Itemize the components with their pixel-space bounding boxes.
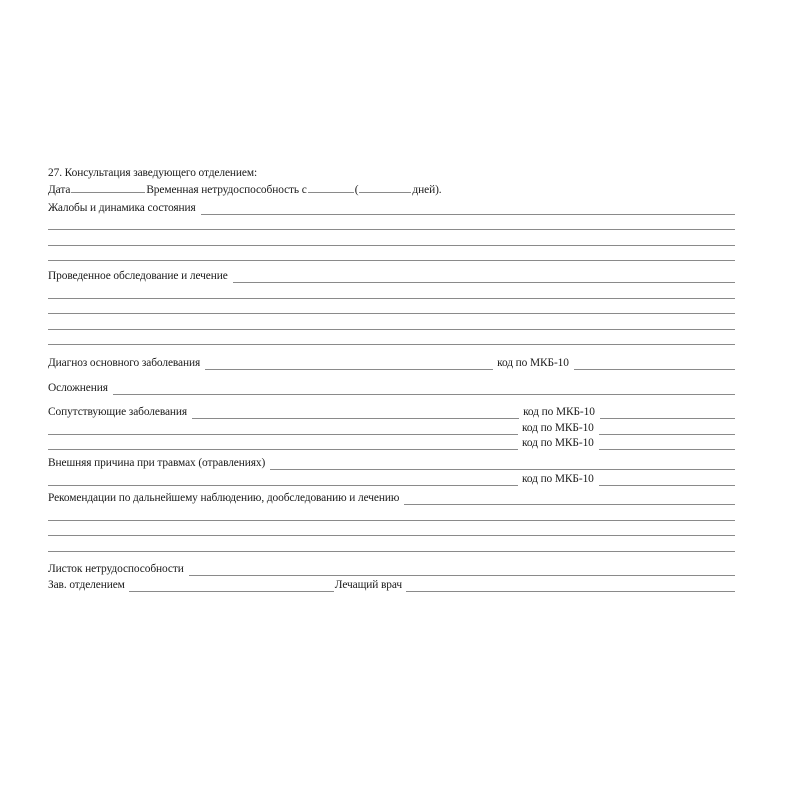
main-diagnosis-label: Диагноз основного заболевания [48,356,201,369]
examination-blank-line [48,330,735,346]
recommendations-field-line[interactable] [48,540,735,552]
main-diagnosis-row [48,354,735,370]
concomitant-icd-label: код по МКБ-10 [523,406,595,419]
complaints-blank-line [48,230,735,246]
external-cause-icd-row [48,470,735,486]
examination-label: Проведенное обследование и лечение [48,269,228,282]
concomitant-diseases-field[interactable] [48,423,518,435]
external-cause-icd-field[interactable] [599,474,735,486]
recommendations-field-line[interactable] [48,509,735,521]
date-line [48,181,735,198]
head-of-department-field[interactable] [129,580,334,592]
external-cause-label: Внешняя причина при травмах (отравлениях) [48,456,266,469]
concomitant-diseases-row [48,435,735,451]
external-cause-field-line[interactable] [48,474,518,486]
section-gap [48,370,735,379]
concomitant-diseases-row [48,404,735,420]
concomitant-icd-field[interactable] [599,423,735,435]
complaints-label: Жалобы и динамика состояния [48,201,196,214]
section-gap [48,345,735,354]
examination-blank-line [48,314,735,330]
complaints-field[interactable] [201,203,735,215]
attending-doctor-label: Лечащий врач [334,579,402,592]
complaints-field-line[interactable] [48,218,735,230]
signature-row [48,576,735,592]
external-cause-field[interactable] [270,458,735,470]
temp-disability-label: Временная нетрудоспособность с [146,184,307,196]
concomitant-diseases-field[interactable] [48,438,518,450]
complaints-row [48,199,735,215]
sick-leave-row [48,561,735,577]
recommendations-row [48,490,735,506]
main-diagnosis-field[interactable] [205,358,493,370]
concomitant-diseases-field[interactable] [192,407,519,419]
examination-field-line[interactable] [48,318,735,330]
recommendations-label: Рекомендации по дальнейшему наблюдению, дообследованию и лечению [48,492,400,505]
examination-blank-line [48,299,735,315]
complaints-blank-line [48,246,735,262]
section-gap [48,552,735,561]
examination-row [48,267,735,283]
form-heading: 27. Консультация заведующего отделением: [48,167,258,179]
section-gap [48,395,735,404]
days-count-blank[interactable] [359,181,411,193]
recommendations-blank-line [48,505,735,521]
examination-field-line[interactable] [48,287,735,299]
open-paren: ( [354,184,359,196]
days-label: дней). [412,184,442,196]
head-of-department-label: Зав. отделением [48,579,125,592]
external-cause-row [48,454,735,470]
disability-from-blank[interactable] [308,181,354,193]
main-diagnosis-icd-label: код по МКБ-10 [497,356,569,369]
medical-consultation-form [48,166,735,592]
examination-field-line[interactable] [48,333,735,345]
examination-field-line[interactable] [48,302,735,314]
attending-doctor-field[interactable] [406,580,735,592]
concomitant-diseases-row [48,419,735,435]
complications-row [48,379,735,395]
external-cause-icd-label: код по МКБ-10 [522,472,594,485]
complications-field[interactable] [113,383,735,395]
complaints-blank-line [48,215,735,231]
complications-label: Осложнения [48,381,108,394]
date-blank[interactable] [71,181,145,193]
complaints-field-line[interactable] [48,234,735,246]
recommendations-blank-line [48,536,735,552]
examination-blank-line [48,283,735,299]
date-label: Дата [48,184,71,196]
complaints-field-line[interactable] [48,249,735,261]
recommendations-field-line[interactable] [48,524,735,536]
concomitant-icd-label: код по МКБ-10 [522,421,594,434]
examination-field[interactable] [233,271,735,283]
main-diagnosis-icd-field[interactable] [574,358,735,370]
concomitant-icd-field[interactable] [600,407,735,419]
recommendations-field[interactable] [404,493,735,505]
sick-leave-label: Листок нетрудоспособности [48,563,184,576]
concomitant-icd-label: код по МКБ-10 [522,437,594,450]
concomitant-diseases-label: Сопутствующие заболевания [48,406,188,419]
recommendations-blank-line [48,521,735,537]
sick-leave-field[interactable] [189,564,735,576]
concomitant-icd-field[interactable] [599,438,735,450]
